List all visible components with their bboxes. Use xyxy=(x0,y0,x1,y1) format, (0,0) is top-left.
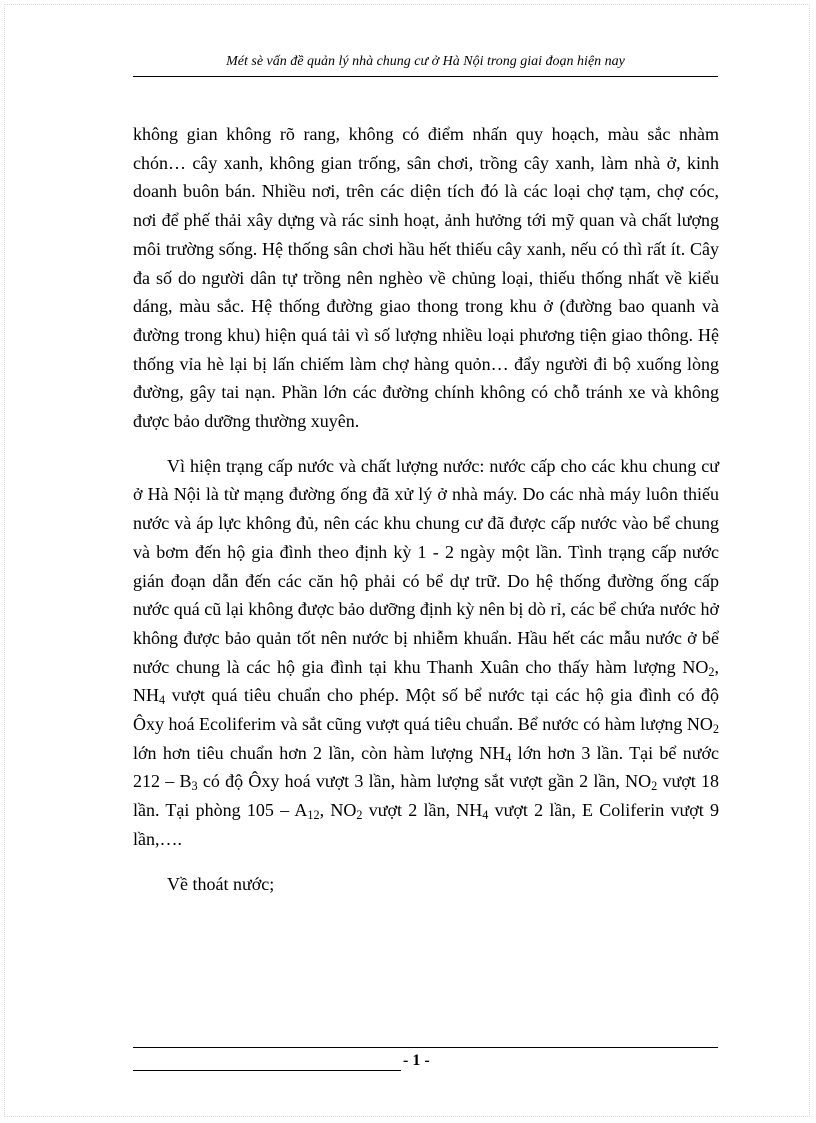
subscript: 4 xyxy=(159,693,166,708)
subscript: 2 xyxy=(712,722,719,737)
paragraph-2 xyxy=(133,452,719,854)
running-header: Mét sè vấn đề quản lý nhà chung cư ở Hà Nội trong giai đoạn hiện nay xyxy=(133,52,718,77)
paragraph-3: Về thoát nước; xyxy=(167,873,275,894)
subscript: 3 xyxy=(191,779,198,794)
subscript: 2 xyxy=(708,664,715,679)
text-run: , NO xyxy=(319,800,357,821)
text-run: lớn hơn tiêu chuẩn hơn 2 lần, còn hàm lượng NH xyxy=(133,742,506,763)
text-run: có độ Ôxy hoá vượt 3 lần, hàm lượng sắt vượt gần 2 lần, NO xyxy=(197,771,652,792)
page-number: - 1 - xyxy=(403,1052,430,1069)
text-run: Vì hiện trạng cấp nước và chất lượng nước: nước cấp cho các khu chung cư ở Hà Nội là từ mạng đường ống đã xử lý ở nhà máy. Do các nhà máy luôn thiếu nước và áp lực không đủ, nên các khu chung cư đã được cấp nước vào bể chung và bơm đến hộ gia đình theo định kỳ 1 - 2 ngày một lần. Tình trạng cấp nước gián đoạn dẫn đến các căn hộ phải có bể dự trữ. Do hệ thống đường ống cấp nước quá cũ lại không được bảo dưỡng định kỳ nên bị dò rỉ, các bể chứa nước hở không được bảo quản tốt nên nước bị nhiễm khuẩn. Hầu hết các mẫu nước ở bể nước chung là các hộ gia đình tại khu Thanh Xuân cho thấy hàm lượng NO xyxy=(133,455,719,677)
subscript: 4 xyxy=(482,808,489,823)
text-run: vượt 18 lần. Tại phòng 105 – A xyxy=(133,771,719,821)
footer-underline xyxy=(133,1052,401,1071)
text-run: vượt 2 lần, E Coliferin vượt 9 lần,…. xyxy=(133,800,720,849)
document-body xyxy=(133,120,719,914)
paragraph-1: không gian không rõ rang, không có điểm nhấn quy hoạch, màu sắc nhàm chón… cây xanh, không gian trống, sân chơi, trồng cây xanh, làm nhà ở, kinh doanh buôn bán. Nhiều nơi, trên các diện tích đó là các loại chợ tạm, chợ cóc, nơi để phế thải xây dựng và rác sinh hoạt, ảnh hưởng tới mỹ quan và chất lượng môi trường sống. Hệ thống sân chơi hầu hết thiếu cây xanh, nếu có thì rất ít. Cây đa số do người dân tự trồng nên nghèo về chủng loại, thiếu thống nhất về kiểu dáng, màu sắc. Hệ thống đường giao thong trong khu ở (đường bao quanh và đường trong khu) hiện quá tải vì số lượng nhiều loại phương tiện giao thông. Hệ thống vỉa hè lại bị lấn chiếm làm chợ hàng quỏn… đẩy người đi bộ xuống lòng đường, gây tai nạn. Phần lớn các đường chính không có chỗ tránh xe và không được bảo dưỡng thường xuyên. xyxy=(133,124,719,432)
subscript: 2 xyxy=(356,808,363,823)
subscript: 4 xyxy=(505,750,512,765)
page-footer xyxy=(133,1051,430,1073)
text-run: , NH xyxy=(133,656,719,706)
text-run: lớn hơn 3 lần. Tại bể nước 212 – B xyxy=(133,742,719,792)
footer-rule xyxy=(133,1047,718,1048)
text-run: vượt 2 lần, NH xyxy=(362,800,483,821)
subscript: 12 xyxy=(307,808,320,823)
subscript: 2 xyxy=(651,779,658,794)
text-run: vượt quá tiêu chuẩn cho phép. Một số bể nước tại các hộ gia đình có độ Ôxy hoá Ecoliferim và sắt cũng vượt quá tiêu chuẩn. Bể nước có hàm lượng NO xyxy=(133,685,719,735)
